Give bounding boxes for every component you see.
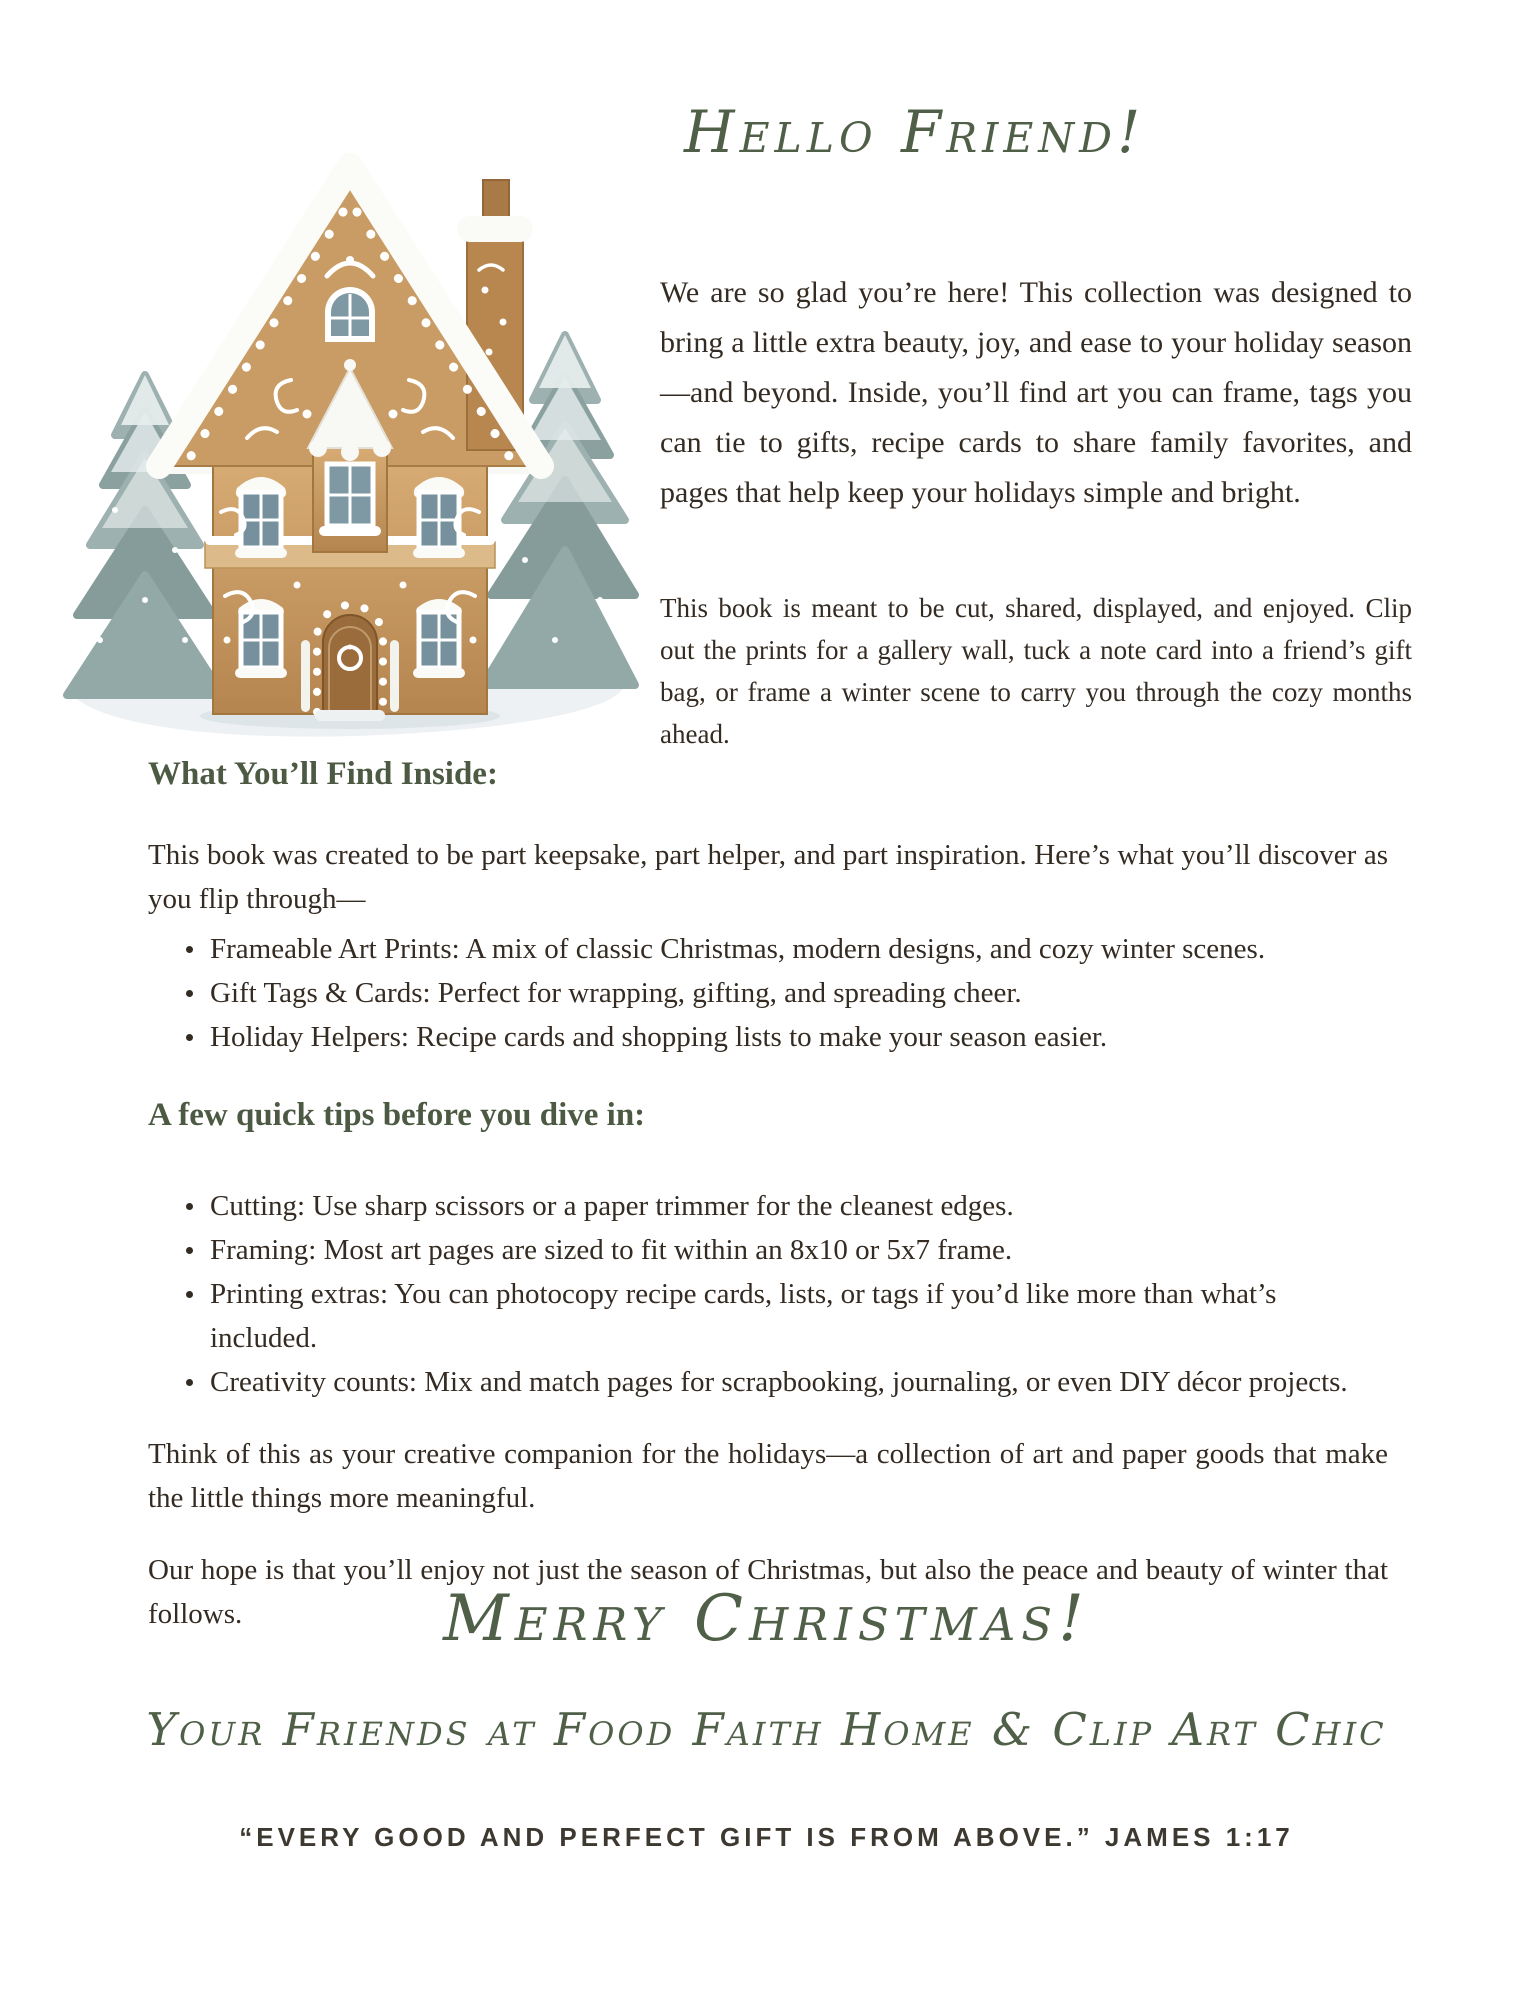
gingerbread-house-graphic <box>55 80 640 750</box>
list-item: Framing: Most art pages are sized to fit within an 8x10 or 5x7 frame. <box>182 1228 1388 1272</box>
main-content <box>148 756 1388 1636</box>
list-item: Creativity counts: Mix and match pages for scrapbooking, journaling, or even DIY décor projects. <box>182 1360 1388 1404</box>
scripture-verse: “EVERY GOOD AND PERFECT GIFT IS FROM ABOVE.” JAMES 1:17 <box>239 1822 1294 1852</box>
lower-window-right-icon <box>413 599 465 678</box>
hello-friend-heading: Hello Friend! <box>684 98 1146 166</box>
closing-paragraph-2: Our hope is that you’ll enjoy not just the season of Christmas, but also the peace and beauty of winter that follows. <box>148 1554 1388 1630</box>
find-inside-list <box>182 927 1388 1059</box>
list-item: Gift Tags & Cards: Perfect for wrapping, gifting, and spreading cheer. <box>182 971 1388 1015</box>
closing-paragraph-1: Think of this as your creative companion for the holidays—a collection of art and paper goods that make the little things more meaningful. <box>148 1438 1388 1514</box>
list-item: Printing extras: You can photocopy recipe cards, lists, or tags if you’d like more than what’s included. <box>182 1272 1388 1360</box>
list-item: Frameable Art Prints: A mix of classic Christmas, modern designs, and cozy winter scenes. <box>182 927 1388 971</box>
quick-tips-list <box>182 1184 1388 1404</box>
find-inside-intro: This book was created to be part keepsake, part helper, and part inspiration. Here’s what you’ll discover as you flip through— <box>148 839 1388 915</box>
section-heading-quick-tips: A few quick tips before you dive in: <box>148 1097 646 1133</box>
section-heading-find-inside: What You’ll Find Inside: <box>148 756 498 792</box>
lower-window-left-icon <box>235 599 287 678</box>
intro-paragraph-2: This book is meant to be cut, shared, displayed, and enjoyed. Clip out the prints for a gallery wall, tuck a note card into a friend’s gift bag, or frame a winter scene to carry you through the cozy months ahead. <box>660 593 1412 749</box>
signature-line: Your Friends at Food Faith Home & Clip Art Chic <box>146 1703 1387 1756</box>
list-item: Holiday Helpers: Recipe cards and shopping lists to make your season easier. <box>182 1015 1388 1059</box>
merry-christmas-heading: Merry Christmas! <box>443 1582 1090 1656</box>
gingerbread-house-illustration <box>55 80 640 750</box>
intro-paragraph-1: We are so glad you’re here! This collection was designed to bring a little extra beauty, joy, and ease to your holiday season—and beyond. Inside, you’ll find art you can frame, tags you can tie to gifts, recipe cards to share family favorites, and pages that help keep your holidays simple and bright. <box>660 276 1412 509</box>
list-item: Cutting: Use sharp scissors or a paper trimmer for the cleanest edges. <box>182 1184 1388 1228</box>
